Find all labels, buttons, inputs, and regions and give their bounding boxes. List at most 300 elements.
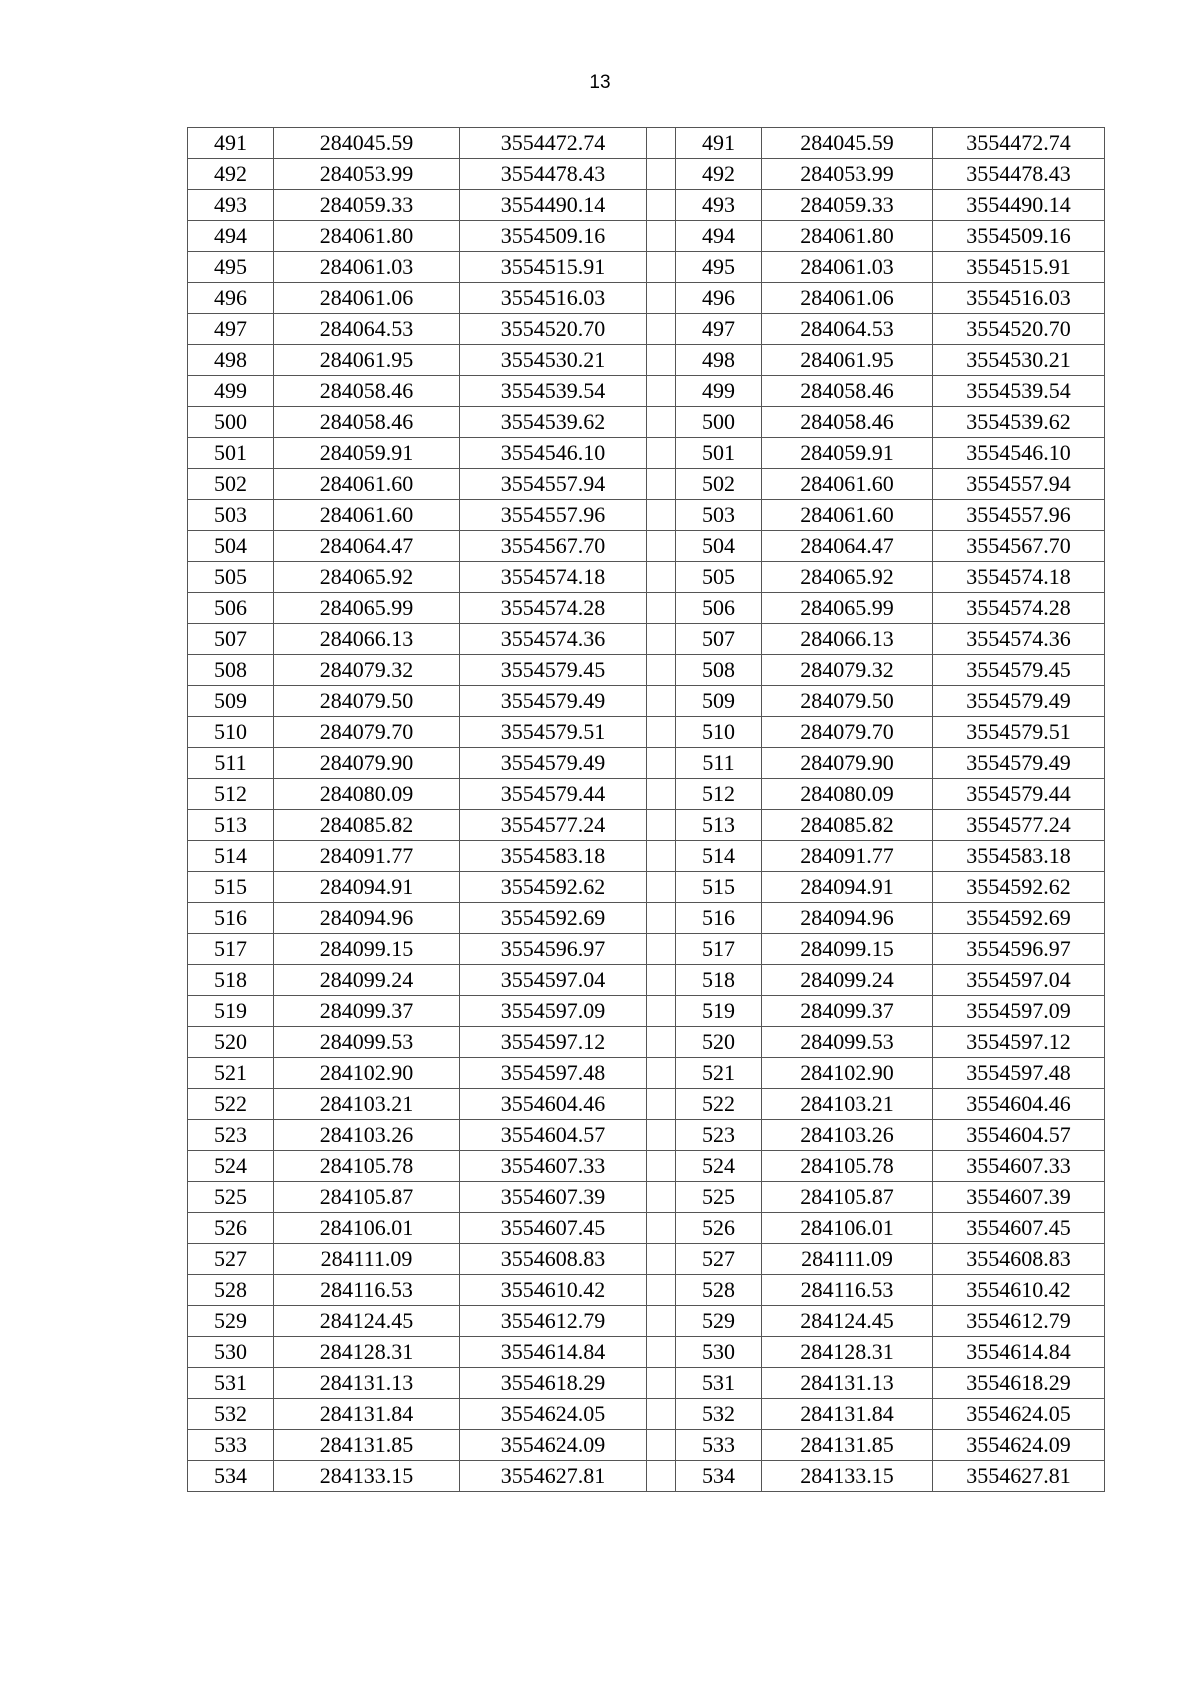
right-y-coordinate-cell: 3554604.46 — [933, 1089, 1105, 1120]
right-y-coordinate-cell: 3554604.57 — [933, 1120, 1105, 1151]
left-y-coordinate-cell: 3554592.69 — [460, 903, 647, 934]
table-row — [188, 1399, 1105, 1430]
right-y-coordinate-cell: 3554579.49 — [933, 748, 1105, 779]
right-y-coordinate-cell: 3554592.62 — [933, 872, 1105, 903]
left-y-coordinate-cell: 3554557.94 — [460, 469, 647, 500]
right-point-number-cell: 534 — [676, 1461, 762, 1492]
right-x-coordinate-cell: 284105.87 — [762, 1182, 933, 1213]
table-row — [188, 655, 1105, 686]
coordinates-table — [187, 127, 1105, 1492]
left-x-coordinate-cell: 284094.91 — [274, 872, 460, 903]
spacer-cell — [647, 1275, 676, 1306]
right-x-coordinate-cell: 284079.32 — [762, 655, 933, 686]
left-point-number-cell: 533 — [188, 1430, 274, 1461]
right-x-coordinate-cell: 284116.53 — [762, 1275, 933, 1306]
left-y-coordinate-cell: 3554612.79 — [460, 1306, 647, 1337]
left-y-coordinate-cell: 3554608.83 — [460, 1244, 647, 1275]
spacer-cell — [647, 314, 676, 345]
right-x-coordinate-cell: 284099.37 — [762, 996, 933, 1027]
spacer-cell — [647, 1058, 676, 1089]
left-x-coordinate-cell: 284105.87 — [274, 1182, 460, 1213]
spacer-cell — [647, 934, 676, 965]
spacer-cell — [647, 1027, 676, 1058]
left-y-coordinate-cell: 3554539.54 — [460, 376, 647, 407]
right-point-number-cell: 500 — [676, 407, 762, 438]
table-row — [188, 717, 1105, 748]
left-point-number-cell: 516 — [188, 903, 274, 934]
left-point-number-cell: 519 — [188, 996, 274, 1027]
right-y-coordinate-cell: 3554546.10 — [933, 438, 1105, 469]
right-point-number-cell: 531 — [676, 1368, 762, 1399]
table-row — [188, 1306, 1105, 1337]
left-y-coordinate-cell: 3554583.18 — [460, 841, 647, 872]
spacer-cell — [647, 996, 676, 1027]
spacer-cell — [647, 1244, 676, 1275]
left-point-number-cell: 497 — [188, 314, 274, 345]
right-x-coordinate-cell: 284053.99 — [762, 159, 933, 190]
left-x-coordinate-cell: 284085.82 — [274, 810, 460, 841]
left-point-number-cell: 495 — [188, 252, 274, 283]
left-y-coordinate-cell: 3554604.46 — [460, 1089, 647, 1120]
right-x-coordinate-cell: 284085.82 — [762, 810, 933, 841]
left-point-number-cell: 517 — [188, 934, 274, 965]
table-row — [188, 748, 1105, 779]
right-y-coordinate-cell: 3554472.74 — [933, 128, 1105, 159]
right-x-coordinate-cell: 284103.21 — [762, 1089, 933, 1120]
left-x-coordinate-cell: 284099.15 — [274, 934, 460, 965]
left-x-coordinate-cell: 284061.60 — [274, 469, 460, 500]
left-x-coordinate-cell: 284079.32 — [274, 655, 460, 686]
left-point-number-cell: 512 — [188, 779, 274, 810]
table-row — [188, 407, 1105, 438]
left-point-number-cell: 531 — [188, 1368, 274, 1399]
right-x-coordinate-cell: 284133.15 — [762, 1461, 933, 1492]
right-x-coordinate-cell: 284094.91 — [762, 872, 933, 903]
table-row — [188, 562, 1105, 593]
left-point-number-cell: 529 — [188, 1306, 274, 1337]
left-y-coordinate-cell: 3554597.09 — [460, 996, 647, 1027]
spacer-cell — [647, 1368, 676, 1399]
right-point-number-cell: 494 — [676, 221, 762, 252]
left-point-number-cell: 508 — [188, 655, 274, 686]
left-x-coordinate-cell: 284103.21 — [274, 1089, 460, 1120]
table-row — [188, 128, 1105, 159]
left-point-number-cell: 502 — [188, 469, 274, 500]
right-y-coordinate-cell: 3554574.28 — [933, 593, 1105, 624]
right-y-coordinate-cell: 3554530.21 — [933, 345, 1105, 376]
right-y-coordinate-cell: 3554557.94 — [933, 469, 1105, 500]
table-row — [188, 221, 1105, 252]
table-row — [188, 810, 1105, 841]
right-point-number-cell: 506 — [676, 593, 762, 624]
spacer-cell — [647, 1213, 676, 1244]
left-x-coordinate-cell: 284099.24 — [274, 965, 460, 996]
left-x-coordinate-cell: 284094.96 — [274, 903, 460, 934]
left-y-coordinate-cell: 3554579.51 — [460, 717, 647, 748]
right-y-coordinate-cell: 3554557.96 — [933, 500, 1105, 531]
left-x-coordinate-cell: 284111.09 — [274, 1244, 460, 1275]
right-x-coordinate-cell: 284091.77 — [762, 841, 933, 872]
left-x-coordinate-cell: 284065.99 — [274, 593, 460, 624]
spacer-cell — [647, 376, 676, 407]
spacer-cell — [647, 748, 676, 779]
left-y-coordinate-cell: 3554516.03 — [460, 283, 647, 314]
right-y-coordinate-cell: 3554577.24 — [933, 810, 1105, 841]
table-row — [188, 1058, 1105, 1089]
spacer-cell — [647, 872, 676, 903]
left-x-coordinate-cell: 284058.46 — [274, 376, 460, 407]
spacer-cell — [647, 221, 676, 252]
right-point-number-cell: 511 — [676, 748, 762, 779]
right-x-coordinate-cell: 284045.59 — [762, 128, 933, 159]
right-y-coordinate-cell: 3554597.12 — [933, 1027, 1105, 1058]
table-row — [188, 934, 1105, 965]
left-y-coordinate-cell: 3554490.14 — [460, 190, 647, 221]
right-y-coordinate-cell: 3554579.51 — [933, 717, 1105, 748]
spacer-cell — [647, 190, 676, 221]
left-x-coordinate-cell: 284106.01 — [274, 1213, 460, 1244]
table-row — [188, 1368, 1105, 1399]
right-point-number-cell: 507 — [676, 624, 762, 655]
left-y-coordinate-cell: 3554597.04 — [460, 965, 647, 996]
table-row — [188, 1337, 1105, 1368]
left-y-coordinate-cell: 3554557.96 — [460, 500, 647, 531]
right-y-coordinate-cell: 3554627.81 — [933, 1461, 1105, 1492]
left-point-number-cell: 507 — [188, 624, 274, 655]
left-x-coordinate-cell: 284099.53 — [274, 1027, 460, 1058]
right-x-coordinate-cell: 284131.84 — [762, 1399, 933, 1430]
right-x-coordinate-cell: 284099.24 — [762, 965, 933, 996]
table-row — [188, 252, 1105, 283]
left-point-number-cell: 510 — [188, 717, 274, 748]
left-y-coordinate-cell: 3554604.57 — [460, 1120, 647, 1151]
right-x-coordinate-cell: 284059.33 — [762, 190, 933, 221]
table-row — [188, 283, 1105, 314]
right-point-number-cell: 503 — [676, 500, 762, 531]
left-y-coordinate-cell: 3554546.10 — [460, 438, 647, 469]
spacer-cell — [647, 1461, 676, 1492]
left-point-number-cell: 503 — [188, 500, 274, 531]
right-point-number-cell: 509 — [676, 686, 762, 717]
left-point-number-cell: 496 — [188, 283, 274, 314]
right-point-number-cell: 526 — [676, 1213, 762, 1244]
left-x-coordinate-cell: 284066.13 — [274, 624, 460, 655]
left-point-number-cell: 515 — [188, 872, 274, 903]
spacer-cell — [647, 686, 676, 717]
right-x-coordinate-cell: 284099.15 — [762, 934, 933, 965]
left-y-coordinate-cell: 3554574.28 — [460, 593, 647, 624]
right-y-coordinate-cell: 3554596.97 — [933, 934, 1105, 965]
left-y-coordinate-cell: 3554574.36 — [460, 624, 647, 655]
left-point-number-cell: 523 — [188, 1120, 274, 1151]
spacer-cell — [647, 593, 676, 624]
table-row — [188, 438, 1105, 469]
right-y-coordinate-cell: 3554520.70 — [933, 314, 1105, 345]
left-point-number-cell: 505 — [188, 562, 274, 593]
right-x-coordinate-cell: 284065.92 — [762, 562, 933, 593]
table-row — [188, 1182, 1105, 1213]
right-point-number-cell: 505 — [676, 562, 762, 593]
left-x-coordinate-cell: 284064.47 — [274, 531, 460, 562]
spacer-cell — [647, 562, 676, 593]
left-x-coordinate-cell: 284059.33 — [274, 190, 460, 221]
left-x-coordinate-cell: 284058.46 — [274, 407, 460, 438]
right-y-coordinate-cell: 3554608.83 — [933, 1244, 1105, 1275]
coordinates-table-body — [188, 128, 1105, 1492]
table-row — [188, 345, 1105, 376]
right-y-coordinate-cell: 3554618.29 — [933, 1368, 1105, 1399]
left-y-coordinate-cell: 3554577.24 — [460, 810, 647, 841]
left-x-coordinate-cell: 284105.78 — [274, 1151, 460, 1182]
right-x-coordinate-cell: 284061.03 — [762, 252, 933, 283]
table-row — [188, 314, 1105, 345]
left-point-number-cell: 500 — [188, 407, 274, 438]
right-point-number-cell: 521 — [676, 1058, 762, 1089]
left-y-coordinate-cell: 3554624.05 — [460, 1399, 647, 1430]
right-point-number-cell: 527 — [676, 1244, 762, 1275]
left-x-coordinate-cell: 284131.13 — [274, 1368, 460, 1399]
left-point-number-cell: 521 — [188, 1058, 274, 1089]
table-row — [188, 965, 1105, 996]
right-point-number-cell: 502 — [676, 469, 762, 500]
left-point-number-cell: 494 — [188, 221, 274, 252]
page-number: 13 — [589, 72, 611, 93]
spacer-cell — [647, 438, 676, 469]
left-y-coordinate-cell: 3554610.42 — [460, 1275, 647, 1306]
left-y-coordinate-cell: 3554520.70 — [460, 314, 647, 345]
left-point-number-cell: 493 — [188, 190, 274, 221]
table-row — [188, 190, 1105, 221]
left-point-number-cell: 530 — [188, 1337, 274, 1368]
table-row — [188, 1151, 1105, 1182]
right-x-coordinate-cell: 284064.53 — [762, 314, 933, 345]
right-x-coordinate-cell: 284102.90 — [762, 1058, 933, 1089]
left-x-coordinate-cell: 284079.90 — [274, 748, 460, 779]
table-row — [188, 1275, 1105, 1306]
left-point-number-cell: 528 — [188, 1275, 274, 1306]
right-x-coordinate-cell: 284103.26 — [762, 1120, 933, 1151]
table-row — [188, 1089, 1105, 1120]
right-point-number-cell: 493 — [676, 190, 762, 221]
right-x-coordinate-cell: 284106.01 — [762, 1213, 933, 1244]
right-y-coordinate-cell: 3554515.91 — [933, 252, 1105, 283]
left-y-coordinate-cell: 3554509.16 — [460, 221, 647, 252]
left-point-number-cell: 524 — [188, 1151, 274, 1182]
left-y-coordinate-cell: 3554624.09 — [460, 1430, 647, 1461]
left-point-number-cell: 501 — [188, 438, 274, 469]
left-y-coordinate-cell: 3554579.49 — [460, 748, 647, 779]
right-point-number-cell: 516 — [676, 903, 762, 934]
right-x-coordinate-cell: 284061.80 — [762, 221, 933, 252]
left-point-number-cell: 499 — [188, 376, 274, 407]
right-x-coordinate-cell: 284064.47 — [762, 531, 933, 562]
left-point-number-cell: 491 — [188, 128, 274, 159]
right-x-coordinate-cell: 284124.45 — [762, 1306, 933, 1337]
spacer-cell — [647, 531, 676, 562]
left-y-coordinate-cell: 3554627.81 — [460, 1461, 647, 1492]
right-x-coordinate-cell: 284105.78 — [762, 1151, 933, 1182]
left-y-coordinate-cell: 3554574.18 — [460, 562, 647, 593]
right-y-coordinate-cell: 3554624.05 — [933, 1399, 1105, 1430]
table-row — [188, 841, 1105, 872]
right-y-coordinate-cell: 3554567.70 — [933, 531, 1105, 562]
right-y-coordinate-cell: 3554624.09 — [933, 1430, 1105, 1461]
right-x-coordinate-cell: 284059.91 — [762, 438, 933, 469]
left-y-coordinate-cell: 3554539.62 — [460, 407, 647, 438]
right-x-coordinate-cell: 284131.13 — [762, 1368, 933, 1399]
right-y-coordinate-cell: 3554610.42 — [933, 1275, 1105, 1306]
right-point-number-cell: 499 — [676, 376, 762, 407]
left-y-coordinate-cell: 3554515.91 — [460, 252, 647, 283]
right-x-coordinate-cell: 284058.46 — [762, 407, 933, 438]
spacer-cell — [647, 345, 676, 376]
right-point-number-cell: 495 — [676, 252, 762, 283]
left-point-number-cell: 506 — [188, 593, 274, 624]
left-point-number-cell: 498 — [188, 345, 274, 376]
right-point-number-cell: 504 — [676, 531, 762, 562]
table-row — [188, 903, 1105, 934]
left-x-coordinate-cell: 284061.80 — [274, 221, 460, 252]
right-y-coordinate-cell: 3554539.54 — [933, 376, 1105, 407]
left-x-coordinate-cell: 284059.91 — [274, 438, 460, 469]
table-row — [188, 159, 1105, 190]
right-x-coordinate-cell: 284094.96 — [762, 903, 933, 934]
spacer-cell — [647, 469, 676, 500]
left-x-coordinate-cell: 284065.92 — [274, 562, 460, 593]
left-x-coordinate-cell: 284053.99 — [274, 159, 460, 190]
left-y-coordinate-cell: 3554592.62 — [460, 872, 647, 903]
spacer-cell — [647, 1430, 676, 1461]
right-x-coordinate-cell: 284061.06 — [762, 283, 933, 314]
left-x-coordinate-cell: 284131.84 — [274, 1399, 460, 1430]
left-point-number-cell: 504 — [188, 531, 274, 562]
table-row — [188, 469, 1105, 500]
left-point-number-cell: 492 — [188, 159, 274, 190]
left-y-coordinate-cell: 3554597.48 — [460, 1058, 647, 1089]
right-y-coordinate-cell: 3554597.48 — [933, 1058, 1105, 1089]
right-x-coordinate-cell: 284079.50 — [762, 686, 933, 717]
left-point-number-cell: 534 — [188, 1461, 274, 1492]
right-y-coordinate-cell: 3554607.45 — [933, 1213, 1105, 1244]
right-y-coordinate-cell: 3554592.69 — [933, 903, 1105, 934]
left-point-number-cell: 525 — [188, 1182, 274, 1213]
left-x-coordinate-cell: 284079.70 — [274, 717, 460, 748]
right-point-number-cell: 512 — [676, 779, 762, 810]
right-point-number-cell: 533 — [676, 1430, 762, 1461]
spacer-cell — [647, 1306, 676, 1337]
left-y-coordinate-cell: 3554472.74 — [460, 128, 647, 159]
right-point-number-cell: 510 — [676, 717, 762, 748]
left-y-coordinate-cell: 3554579.49 — [460, 686, 647, 717]
table-row — [188, 872, 1105, 903]
right-point-number-cell: 530 — [676, 1337, 762, 1368]
left-y-coordinate-cell: 3554530.21 — [460, 345, 647, 376]
right-y-coordinate-cell: 3554607.39 — [933, 1182, 1105, 1213]
right-y-coordinate-cell: 3554478.43 — [933, 159, 1105, 190]
left-point-number-cell: 514 — [188, 841, 274, 872]
table-row — [188, 779, 1105, 810]
spacer-cell — [647, 159, 676, 190]
right-x-coordinate-cell: 284131.85 — [762, 1430, 933, 1461]
spacer-cell — [647, 841, 676, 872]
left-x-coordinate-cell: 284091.77 — [274, 841, 460, 872]
right-y-coordinate-cell: 3554490.14 — [933, 190, 1105, 221]
right-point-number-cell: 492 — [676, 159, 762, 190]
table-row — [188, 1461, 1105, 1492]
right-y-coordinate-cell: 3554539.62 — [933, 407, 1105, 438]
right-point-number-cell: 514 — [676, 841, 762, 872]
left-x-coordinate-cell: 284045.59 — [274, 128, 460, 159]
table-row — [188, 500, 1105, 531]
right-y-coordinate-cell: 3554597.04 — [933, 965, 1105, 996]
left-point-number-cell: 509 — [188, 686, 274, 717]
spacer-cell — [647, 1182, 676, 1213]
left-point-number-cell: 511 — [188, 748, 274, 779]
left-x-coordinate-cell: 284061.03 — [274, 252, 460, 283]
table-row — [188, 1244, 1105, 1275]
spacer-cell — [647, 903, 676, 934]
spacer-cell — [647, 624, 676, 655]
spacer-cell — [647, 1399, 676, 1430]
right-y-coordinate-cell: 3554516.03 — [933, 283, 1105, 314]
spacer-cell — [647, 252, 676, 283]
right-point-number-cell: 517 — [676, 934, 762, 965]
right-y-coordinate-cell: 3554574.18 — [933, 562, 1105, 593]
right-point-number-cell: 524 — [676, 1151, 762, 1182]
right-x-coordinate-cell: 284099.53 — [762, 1027, 933, 1058]
right-x-coordinate-cell: 284061.95 — [762, 345, 933, 376]
left-x-coordinate-cell: 284079.50 — [274, 686, 460, 717]
right-y-coordinate-cell: 3554574.36 — [933, 624, 1105, 655]
right-x-coordinate-cell: 284065.99 — [762, 593, 933, 624]
left-point-number-cell: 520 — [188, 1027, 274, 1058]
table-row — [188, 376, 1105, 407]
left-y-coordinate-cell: 3554597.12 — [460, 1027, 647, 1058]
right-point-number-cell: 508 — [676, 655, 762, 686]
left-x-coordinate-cell: 284133.15 — [274, 1461, 460, 1492]
right-point-number-cell: 525 — [676, 1182, 762, 1213]
right-point-number-cell: 532 — [676, 1399, 762, 1430]
spacer-cell — [647, 1089, 676, 1120]
table-row — [188, 1213, 1105, 1244]
right-y-coordinate-cell: 3554579.44 — [933, 779, 1105, 810]
right-y-coordinate-cell: 3554597.09 — [933, 996, 1105, 1027]
left-point-number-cell: 522 — [188, 1089, 274, 1120]
left-x-coordinate-cell: 284116.53 — [274, 1275, 460, 1306]
right-x-coordinate-cell: 284080.09 — [762, 779, 933, 810]
right-point-number-cell: 528 — [676, 1275, 762, 1306]
left-x-coordinate-cell: 284103.26 — [274, 1120, 460, 1151]
right-point-number-cell: 518 — [676, 965, 762, 996]
left-x-coordinate-cell: 284061.95 — [274, 345, 460, 376]
left-point-number-cell: 518 — [188, 965, 274, 996]
left-x-coordinate-cell: 284102.90 — [274, 1058, 460, 1089]
left-y-coordinate-cell: 3554607.33 — [460, 1151, 647, 1182]
left-x-coordinate-cell: 284124.45 — [274, 1306, 460, 1337]
left-point-number-cell: 527 — [188, 1244, 274, 1275]
left-y-coordinate-cell: 3554607.45 — [460, 1213, 647, 1244]
right-x-coordinate-cell: 284061.60 — [762, 469, 933, 500]
table-row — [188, 531, 1105, 562]
right-point-number-cell: 491 — [676, 128, 762, 159]
left-y-coordinate-cell: 3554579.45 — [460, 655, 647, 686]
right-y-coordinate-cell: 3554579.49 — [933, 686, 1105, 717]
right-point-number-cell: 529 — [676, 1306, 762, 1337]
right-point-number-cell: 519 — [676, 996, 762, 1027]
right-x-coordinate-cell: 284079.90 — [762, 748, 933, 779]
spacer-cell — [647, 655, 676, 686]
right-x-coordinate-cell: 284066.13 — [762, 624, 933, 655]
